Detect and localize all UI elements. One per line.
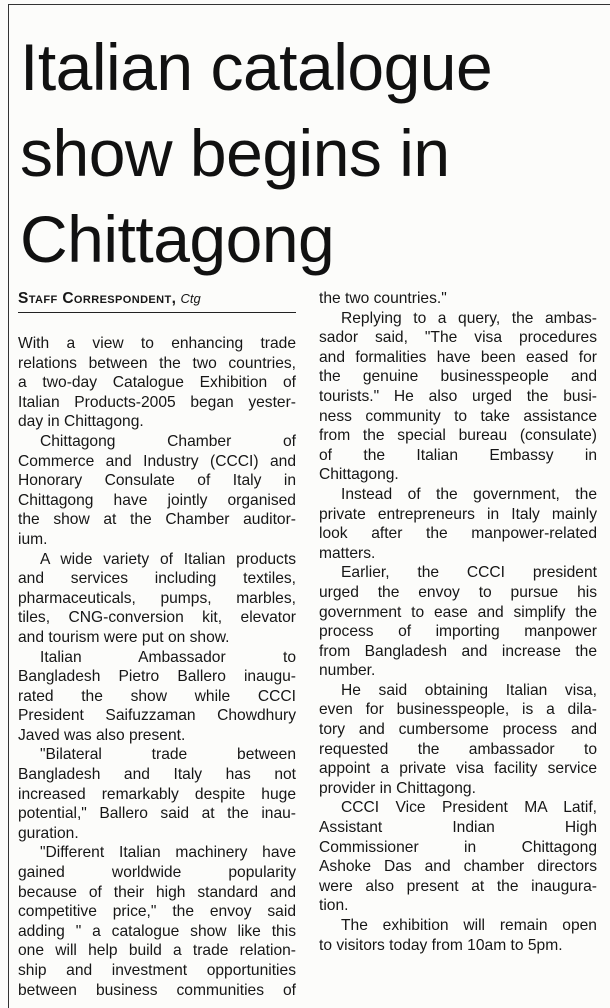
article-text-line: were also present at the inaugura- [319,877,597,895]
article-text-line: pharmaceuticals, pumps, marbles, [18,589,296,607]
article-text-line: Instead of the government, the [341,485,597,503]
article-text-line: Replying to a query, the ambas- [341,309,597,327]
top-border-rule [8,4,610,5]
article-text-line: of the Italian Embassy in [319,446,597,464]
article-text-line: private entrepreneurs in Italy mainly [319,505,597,523]
article-text-line: from Bangladesh and increase the [319,642,597,660]
article-text-line: to visitors today from 10am to 5pm. [319,936,563,954]
article-column-right [319,289,597,955]
article-text-line: The exhibition will remain open [341,917,597,934]
article-text-line: tory and cumbersome process and [319,721,597,739]
article-text-line: even for businesspeople, is a dila- [319,701,597,719]
byline-location: Ctg [180,291,201,306]
article-text-line: Bangladesh and Italy has not [18,766,296,784]
article-text-line: Bangladesh Pietro Ballero inaugu- [18,668,296,686]
article-text-line: matters. [319,544,376,562]
article-text-line: Assistant Indian High [319,819,597,837]
headline-line: Chittagong [20,202,335,276]
article-text-line: a two-day Catalogue Exhibition of [18,374,296,392]
article-text-line: government to ease and simplify the [319,603,597,621]
article-text-line: the two countries." [319,290,447,307]
article-text-line: requested the ambassador to [319,740,597,758]
article-text-line: ship and investment opportunities [18,962,296,979]
headline-line: Italian catalogue [20,30,493,104]
article-text-line: "Different Italian machinery have [40,844,296,862]
article-text-line: Chittagong Chamber of [40,432,296,450]
article-text-line: Chittagong have jointly organised [18,491,296,509]
article-text-line: Commerce and Industry (CCCI) and [18,452,296,470]
article-text-line: appoint a private visa facility service [319,760,597,778]
article-text-line: Javed was also present. [18,726,186,744]
article-text-line: President Saifuzzaman Chowdhury [18,707,296,725]
article-text-line: between business communities of [18,981,296,999]
article-text-line: increased remarkably despite huge [18,785,296,803]
article-text-line: Chittagong. [319,466,399,484]
article-text-line: tourists." He also urged the busi- [319,387,597,405]
article-text-line: the show at the Chamber auditor- [18,511,296,529]
article-text-line: He said obtaining Italian visa, [341,681,597,699]
article-text-line: Ashoke Das and chamber directors [319,858,597,876]
article-text-line: potential," Ballero said at the inau- [18,805,296,823]
article-text-line: competitive price," the envoy said [18,903,296,921]
article-text-line: guration. [18,824,79,842]
article-text-line: Earlier, the CCCI president [341,564,597,582]
article-text-line: relations between the two countries, [18,354,296,372]
article-text-line: CCCI Vice President MA Latif, [341,799,597,817]
article-text-line: the genuine businesspeople and [319,368,597,386]
article-column-left [18,288,296,1000]
article-text-line: Italian Products-2005 began yester- [18,393,296,411]
article-text-line: provider in Chittagong. [319,779,476,797]
article-text-line: Italian Ambassador to [40,648,296,666]
byline [18,288,296,313]
article-text-line: adding " a catalogue show like this [18,922,296,940]
article-text-line: one will help build a trade relation- [18,942,296,960]
article-text-line: tion. [319,897,349,915]
article-text-line: because of their high standard and [18,883,296,901]
article-text-line: ness community to take assistance [319,407,597,425]
byline-author: Staff Correspondent, [18,290,177,307]
article-text-line: With a view to enhancing trade [18,335,296,352]
left-border-rule [8,4,9,1008]
article-text-line: and formalities have been eased for [319,348,597,366]
article-text-line: from the special bureau (consulate) [319,427,597,445]
article-text-line: tiles, CNG-conversion kit, elevator [18,609,296,627]
article-text-line: gained worldwide popularity [18,864,296,882]
article-text-line: number. [319,662,376,680]
article-text-line: and services including textiles, [18,570,296,588]
headline-line: show begins in [20,116,450,190]
article-text-line: A wide variety of Italian products [40,550,296,568]
article-text-line: ium. [18,530,48,548]
article-text-line: and tourism were put on show. [18,628,230,646]
article-text-line: day in Chittagong. [18,413,144,431]
article-text-line: Honorary Consulate of Italy in [18,472,296,490]
article-text-line: "Bilateral trade between [40,746,296,764]
article-text-line: urged the envoy to pursue his [319,583,597,601]
article-text-line: Commissioner in Chittagong [319,838,597,856]
article-text-line: rated the show while CCCI [18,687,296,705]
article-text-line: sador said, "The visa procedures [319,329,597,347]
article-text-line: process of importing manpower [319,623,597,641]
article-text-line: look after the manpower-related [319,525,597,543]
headline [20,24,600,282]
